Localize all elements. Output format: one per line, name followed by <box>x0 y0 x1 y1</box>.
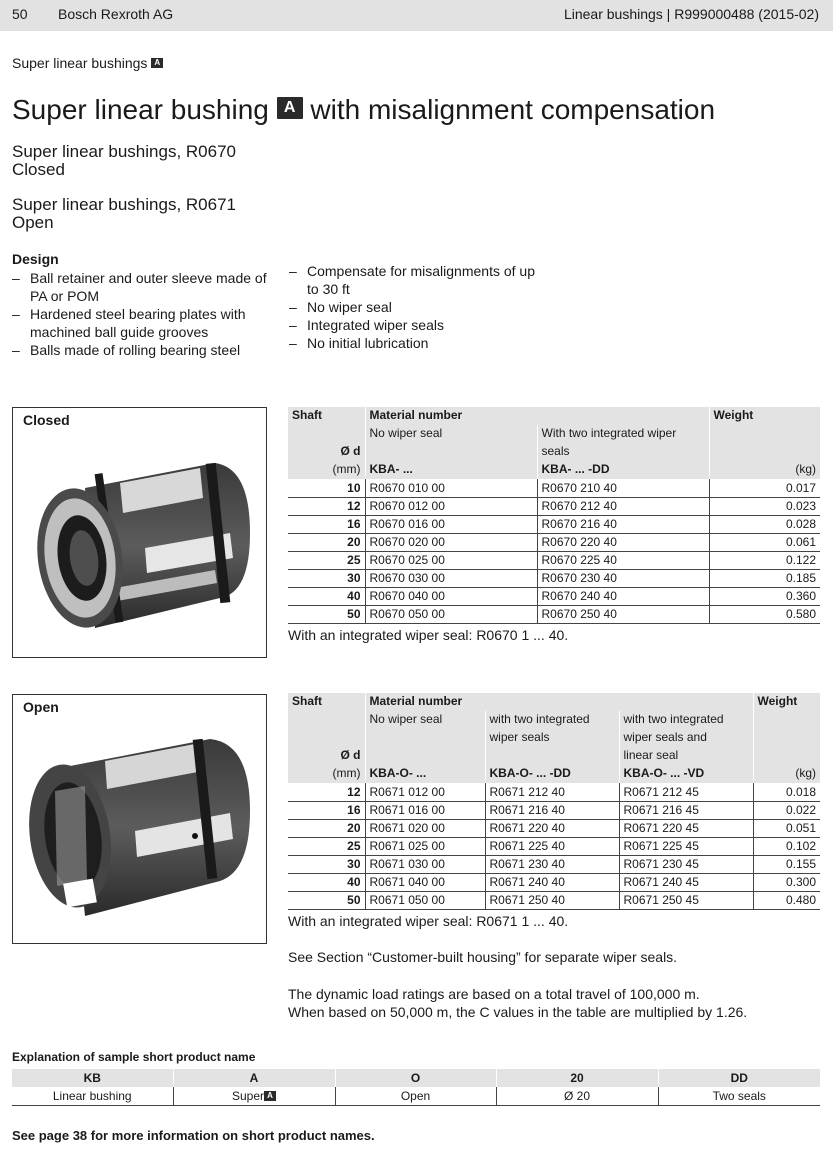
subtitle-closed-line1: Super linear bushings, R0670 <box>12 142 236 161</box>
load-rating-line1: The dynamic load ratings are based on a total travel of 100,000 m. <box>288 986 700 1002</box>
super-a-icon: A <box>151 58 163 68</box>
subtitle-open-line2: Open <box>12 213 54 232</box>
subtitle-open-line1: Super linear bushings, R0671 <box>12 195 236 214</box>
closed-table <box>288 407 820 624</box>
no-wiper-header: No wiper seal <box>365 425 537 443</box>
document-reference: Linear bushings | R999000488 (2015-02) <box>563 6 819 22</box>
page-header <box>0 0 833 31</box>
code3-header: KBA-O- ... -VD <box>619 765 753 783</box>
table-row: 50 R0671 050 00 R0671 250 40 R0671 250 45 0.480 <box>288 891 820 909</box>
super-a-icon: A <box>264 1091 276 1101</box>
breadcrumb <box>12 55 163 71</box>
shaft-header: Shaft <box>288 407 365 425</box>
meaning-cell: Ø 20 <box>496 1087 658 1105</box>
footer-note: See page 38 for more information on short product names. <box>12 1128 375 1143</box>
code-cell: DD <box>658 1069 820 1087</box>
table-row: 16 R0671 016 00 R0671 216 40 R0671 216 45 0.022 <box>288 801 820 819</box>
no-wiper-header: No wiper seal <box>365 711 485 729</box>
two-seals-header: with two integrated <box>485 711 619 729</box>
two-seals-header-2: wiper seals <box>485 729 619 747</box>
meaning-cell: Open <box>335 1087 496 1105</box>
meaning-cell: Linear bushing <box>12 1087 173 1105</box>
table-row: 20 R0671 020 00 R0671 220 40 R0671 220 45 0.051 <box>288 819 820 837</box>
two-linear-header: with two integrated <box>619 711 753 729</box>
open-note: With an integrated wiper seal: R0671 1 ... 40. <box>288 913 569 929</box>
doc-id: R999000488 (2015-02) <box>674 6 819 22</box>
mm-header: (mm) <box>288 765 365 783</box>
see-section-note: See Section “Customer-built housing” for separate wiper seals. <box>288 949 678 965</box>
two-linear-header-2: wiper seals and <box>619 729 753 747</box>
code1-header: KBA- ... <box>365 461 537 479</box>
code1-header: KBA-O- ... <box>365 765 485 783</box>
shaft-header: Shaft <box>288 693 365 711</box>
weight-header: Weight <box>753 693 820 711</box>
company-name: Bosch Rexroth AG <box>58 6 174 22</box>
table-row: 50 R0670 050 00 R0670 250 40 0.580 <box>288 605 820 623</box>
closed-bushing-icon <box>25 458 255 648</box>
table-row: 30 R0670 030 00 R0670 230 40 0.185 <box>288 569 820 587</box>
breadcrumb-text: Super linear bushings <box>12 55 148 71</box>
weight-header: Weight <box>709 407 820 425</box>
super-a-badge-icon: A <box>277 97 303 119</box>
load-rating-line2: When based on 50,000 m, the C values in the table are multiplied by 1.26. <box>288 1004 748 1020</box>
subtitle-closed-line2: Closed <box>12 160 65 179</box>
two-seals-header-2: seals <box>537 443 709 461</box>
material-header: Material number <box>365 407 709 425</box>
list-item: – Ball retainer and outer sleeve made of PA or POM <box>12 269 274 305</box>
table-row: 12 R0670 012 00 R0670 212 40 0.023 <box>288 497 820 515</box>
open-table <box>288 693 820 910</box>
table-row: 30 R0671 030 00 R0671 230 40 R0671 230 45 0.155 <box>288 855 820 873</box>
d-header: Ø d <box>288 747 365 765</box>
explanation-heading: Explanation of sample short product name <box>12 1050 256 1064</box>
list-item: – Compensate for misalignments of up to 30 ft <box>289 262 549 298</box>
subtitle-open <box>12 196 236 232</box>
open-label: Open <box>23 699 59 715</box>
design-list-right <box>289 262 549 352</box>
table-row: 40 R0670 040 00 R0670 240 40 0.360 <box>288 587 820 605</box>
code-cell: A <box>173 1069 335 1087</box>
code2-header: KBA- ... -DD <box>537 461 709 479</box>
page-number: 50 <box>12 6 28 22</box>
code-cell: 20 <box>496 1069 658 1087</box>
meaning-cell: Two seals <box>658 1087 820 1105</box>
table-row <box>12 1087 820 1105</box>
list-item: – Hardened steel bearing plates with machined ball guide grooves <box>12 305 274 341</box>
table-row: 25 R0671 025 00 R0671 225 40 R0671 225 45 0.102 <box>288 837 820 855</box>
code-cell: KB <box>12 1069 173 1087</box>
load-rating-note <box>288 985 747 1021</box>
d-header: Ø d <box>288 443 365 461</box>
list-item: – No initial lubrication <box>289 334 549 352</box>
closed-bushing-figure <box>12 407 267 658</box>
table-row: 20 R0670 020 00 R0670 220 40 0.061 <box>288 533 820 551</box>
kg-header: (kg) <box>753 765 820 783</box>
title-part1: Super linear bushing <box>12 94 269 125</box>
design-heading: Design <box>12 251 59 267</box>
material-header: Material number <box>365 693 753 711</box>
closed-note: With an integrated wiper seal: R0670 1 ... 40. <box>288 627 569 643</box>
design-list-left <box>12 269 274 359</box>
list-item: – No wiper seal <box>289 298 549 316</box>
list-item: – Balls made of rolling bearing steel <box>12 341 274 359</box>
subtitle-closed <box>12 143 236 179</box>
open-bushing-figure <box>12 694 267 944</box>
kg-header: (kg) <box>709 461 820 479</box>
code-cell: O <box>335 1069 496 1087</box>
list-item: – Integrated wiper seals <box>289 316 549 334</box>
doc-title: Linear bushings <box>563 6 663 22</box>
table-row: 16 R0670 016 00 R0670 216 40 0.028 <box>288 515 820 533</box>
closed-label: Closed <box>23 412 70 428</box>
table-row: 12 R0671 012 00 R0671 212 40 R0671 212 45 0.018 <box>288 783 820 801</box>
table-row: 25 R0670 025 00 R0670 225 40 0.122 <box>288 551 820 569</box>
explanation-table <box>12 1069 820 1106</box>
table-row: 40 R0671 040 00 R0671 240 40 R0671 240 45 0.300 <box>288 873 820 891</box>
title-part2: with misalignment compensation <box>310 94 716 125</box>
two-linear-header-3: linear seal <box>619 747 753 765</box>
open-bushing-icon <box>25 731 255 931</box>
mm-header: (mm) <box>288 461 365 479</box>
two-seals-header: With two integrated wiper <box>537 425 709 443</box>
meaning-cell: Super A <box>173 1087 335 1105</box>
page-title <box>12 94 715 126</box>
table-row: 10 R0670 010 00 R0670 210 40 0.017 <box>288 479 820 497</box>
code2-header: KBA-O- ... -DD <box>485 765 619 783</box>
